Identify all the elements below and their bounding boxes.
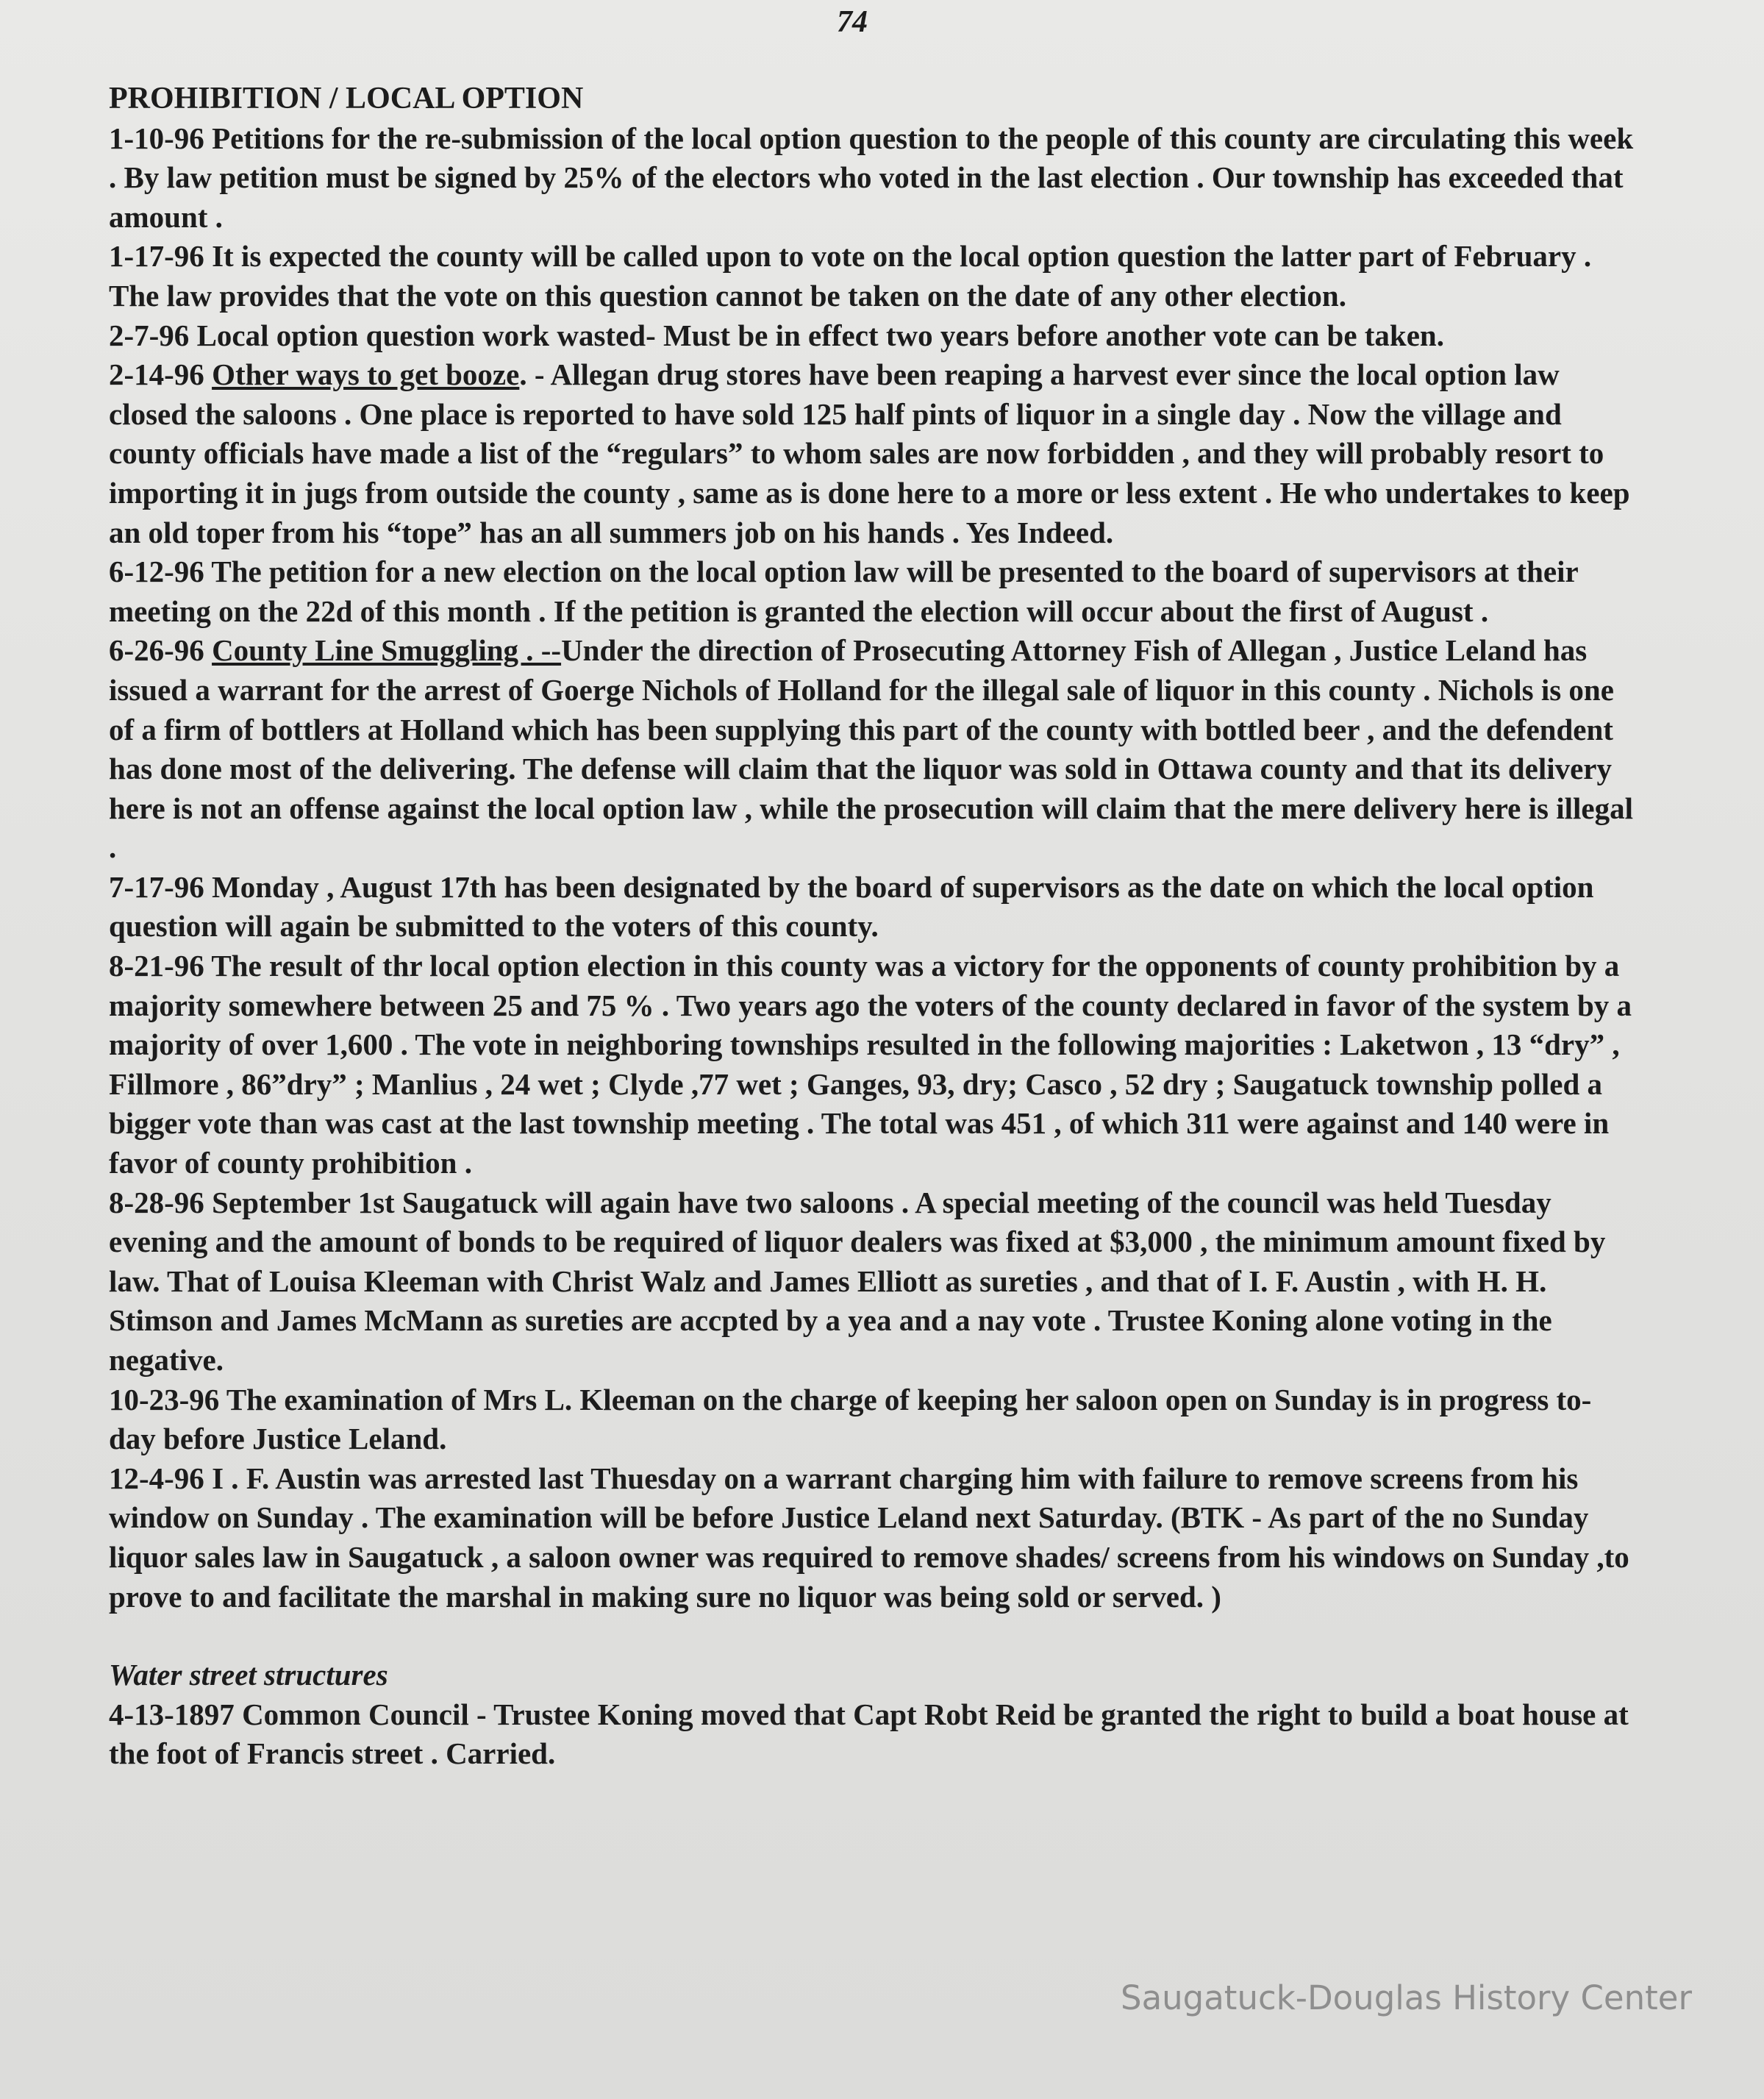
entry-8-21-96 — [109, 947, 1638, 1183]
entry-2-14-96 — [109, 355, 1638, 552]
entry-date: 2-7-96 — [109, 318, 190, 352]
entry-text: The examination of Mrs L. Kleeman on the charge of keeping her saloon open on Sunday is in progress to-day before Justice Leland. — [109, 1382, 1592, 1456]
entry-date: 1-10-96 — [109, 121, 204, 155]
entry-date: 7-17-96 — [109, 869, 204, 904]
entry-4-13-1897 — [109, 1695, 1638, 1774]
entry-6-26-96 — [109, 631, 1638, 868]
entry-text: September 1st Saugatuck will again have two saloons . A special meeting of the council was held Tuesday evening and the amount of bonds to be required of liquor dealers was fixed at $3,000 , the minimum amount fixed by law. That of Louisa Kleeman with Christ Walz and James Elliott as sureties , and that of I. F. Austin , with H. H. Stimson and James McMann as sureties are accpted by a yea and a nay vote . Trustee Koning alone voting in the negative. — [109, 1185, 1606, 1377]
watermark: Saugatuck-Douglas History Center — [1121, 1978, 1692, 2017]
entry-text: Under the direction of Prosecuting Attorney Fish of Allegan , Justice Leland has issued a warrant for the arrest of Goerge Nichols of Holland for the illegal sale of liquor in this county . Nichols is one of a firm of bottlers at Holland which has been supplying this part of the county with bottled beer , and the defendent has done most of the delivering. The defense will claim that the liquor was sold in Ottawa county and that its delivery here is not an offense against the local option law , while the prosecution will claim that the mere delivery here is illegal . — [109, 633, 1633, 865]
entry-text: It is expected the county will be called upon to vote on the local option question the latter part of February . The law provides that the vote on this question cannot be taken on the date of any other election. — [109, 239, 1592, 313]
entry-10-23-96 — [109, 1380, 1638, 1459]
entry-date: 1-17-96 — [109, 239, 204, 274]
section-heading-water-street: Water street structures — [109, 1658, 388, 1692]
section-spacer — [109, 1617, 1638, 1656]
document-body — [109, 79, 1638, 1774]
entry-date: 12-4-96 — [109, 1461, 204, 1495]
entry-2-7-96 — [109, 316, 1638, 356]
page-number: 74 — [837, 5, 868, 39]
entry-text: The petition for a new election on the local option law will be presented to the board of supervisors at their meeting on the 22d of this month . If the petition is granted the election will occur about the first of August . — [109, 555, 1578, 628]
entry-date: 8-21-96 — [109, 949, 204, 983]
entry-date: 4-13-1897 — [109, 1697, 235, 1731]
entry-date: 2-14-96 — [109, 357, 204, 392]
entry-text: Petitions for the re-submission of the local option question to the people of this county are circulating this week . By law petition must be signed by 25% of the electors who voted in the last election . Our township has exceeded that amount . — [109, 121, 1634, 234]
entry-date: 10-23-96 — [109, 1382, 220, 1416]
entry-text: Monday , August 17th has been designated by the board of supervisors as the date on which the local option question will again be submitted to the voters of this county. — [109, 869, 1594, 944]
entry-text: . - Allegan drug stores have been reaping a harvest ever since the local option law closed the saloons . One place is reported to have sold 125 half pints of liquor in a single day . Now the village and county officials have made a list of the “regulars” to whom sales are now forbidden , and they will probably resort to importing it in jugs from outside the county , same as is done here to a more or less extent . He who undertakes to keep an old toper from his “tope” has an all summers job on his hands . Yes Indeed. — [109, 357, 1630, 549]
entry-text: Common Council - Trustee Koning moved that Capt Robt Reid be granted the right to build a boat house at the foot of Francis street . Carried. — [109, 1697, 1629, 1771]
entry-underlined-title: County Line Smuggling . -- — [212, 633, 562, 668]
entry-7-17-96 — [109, 868, 1638, 947]
section-heading: PROHIBITION / LOCAL OPTION — [109, 82, 584, 115]
entry-date: 6-12-96 — [109, 555, 204, 589]
entry-8-28-96 — [109, 1183, 1638, 1380]
entry-1-17-96 — [109, 237, 1638, 316]
entry-1-10-96 — [109, 119, 1638, 238]
entry-text: The result of thr local option election in this county was a victory for the opponents of county prohibition by a majority somewhere between 25 and 75 % . Two years ago the voters of the county declared in favor of the system by a majority of over 1,600 . The vote in neighboring townships resulted in the following majorities : Laketwon , 13 “dry” , Fillmore , 86”dry” ; Manlius , 24 wet ; Clyde ,77 wet ; Ganges, 93, dry; Casco , 52 dry ; Saugatuck township polled a bigger vote than was cast at the last township meeting . The total was 451 , of which 311 were against and 140 were in favor of county prohibition . — [109, 949, 1632, 1180]
entry-text: Local option question work wasted- Must be in effect two years before another vote can be taken. — [189, 318, 1444, 352]
entry-12-4-96 — [109, 1459, 1638, 1617]
entry-date: 6-26-96 — [109, 633, 204, 668]
entry-6-12-96 — [109, 552, 1638, 631]
entry-underlined-title: Other ways to get booze — [212, 357, 520, 392]
entry-text: I . F. Austin was arrested last Thuesday on a warrant charging him with failure to remove screens from his window on Sunday . The examination will be before Justice Leland next Saturday. (BTK - As part of the no Sunday liquor sales law in Saugatuck , a saloon owner was required to remove shades/ screens from his windows on Sunday ,to prove to and facilitate the marshal in making sure no liquor was being sold or served. ) — [109, 1461, 1629, 1614]
entry-date: 8-28-96 — [109, 1185, 204, 1219]
